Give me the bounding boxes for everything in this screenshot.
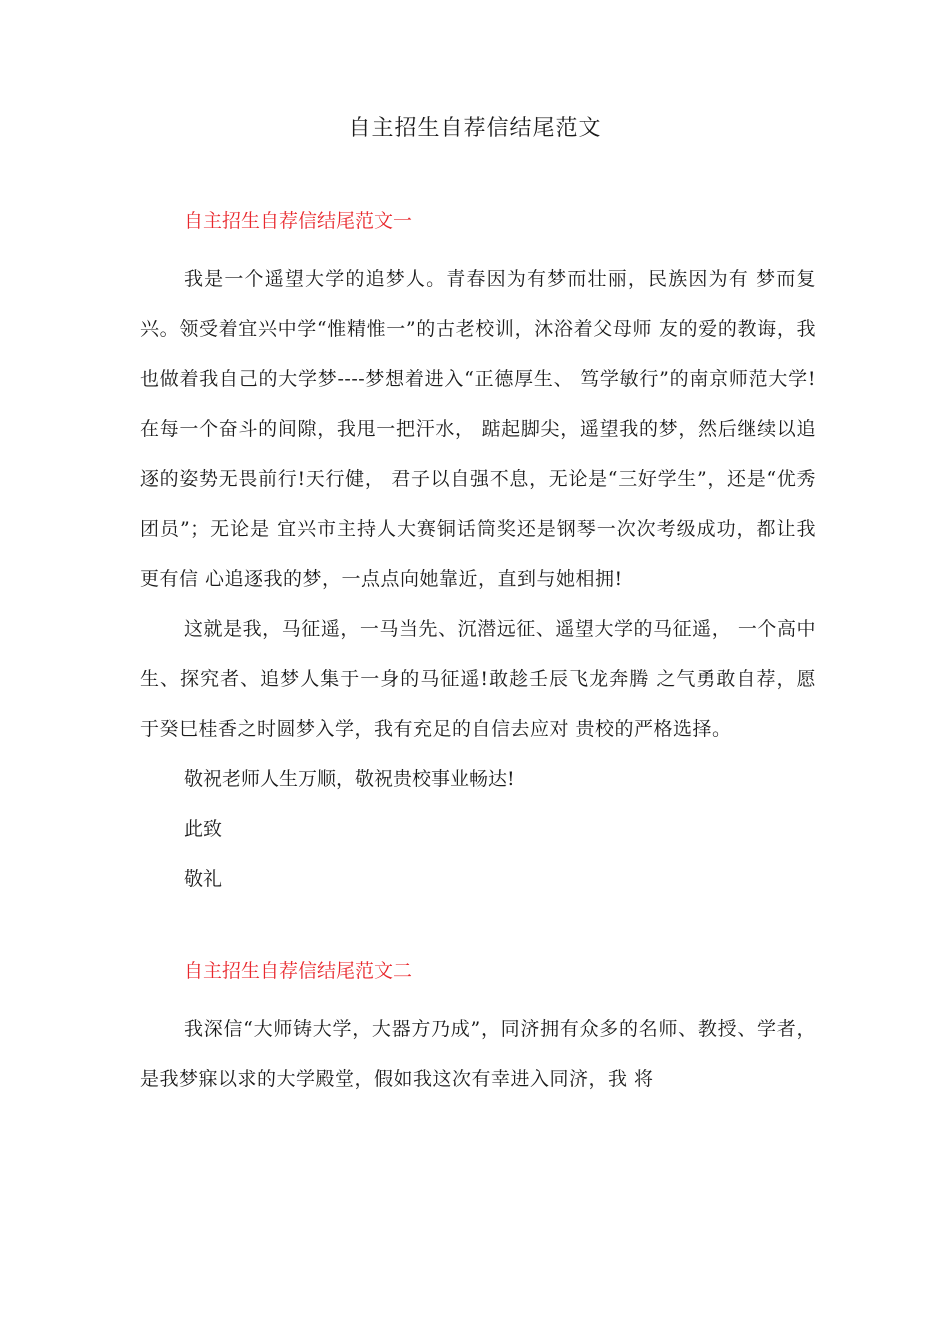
body-paragraph: 我深信“大师铸大学，大器方乃成”，同济拥有众多的名师、教授、学者，是我梦寐以求的大学殿堂，假如我这次有幸进入同济，我 将 [140, 1018, 816, 1090]
body-paragraph: 我是一个遥望大学的追梦人。青春因为有梦而壮丽，民族因为有 梦而复兴。领受着宜兴中学“惟精惟一”的古老校训，沐浴着父母师 友的爱的教诲，我也做着我自己的大学梦----梦想着进入“正德厚生、 笃学敏行”的南京师范大学!在每一个奋斗的间隙，我甩一把汗水， 踮起脚尖，遥望我的梦，然后继续以追逐的姿势无畏前行!天行健， 君子以自强不息，无论是“三好学生”，还是“优秀团员”；无论是 宜兴市主持人大赛铜话筒奖还是钢琴一次次考级成功，都让我更有信 心追逐我的梦，一点点向她靠近，直到与她相拥! [140, 268, 816, 590]
section-two [140, 954, 816, 1104]
section-heading: 自主招生自荐信结尾范文二 [184, 960, 413, 982]
section-one [140, 204, 816, 904]
section-heading: 自主招生自荐信结尾范文一 [184, 210, 413, 232]
closing-salutation: 此致 [184, 818, 223, 840]
closing-wish: 敬祝老师人生万顺，敬祝贵校事业畅达! [184, 768, 515, 790]
document-body [140, 204, 816, 1104]
body-paragraph: 这就是我，马征遥，一马当先、沉潜远征、遥望大学的马征遥， 一个高中生、探究者、追梦人集于一身的马征遥!敢趁壬辰飞龙奔腾 之气勇敢自荐，愿于癸巳桂香之时圆梦入学，我有充足的自信去应对 贵校的严格选择。 [140, 618, 816, 740]
document-title: 自主招生自荐信结尾范文 [348, 116, 602, 141]
closing-salutation: 敬礼 [184, 868, 223, 890]
